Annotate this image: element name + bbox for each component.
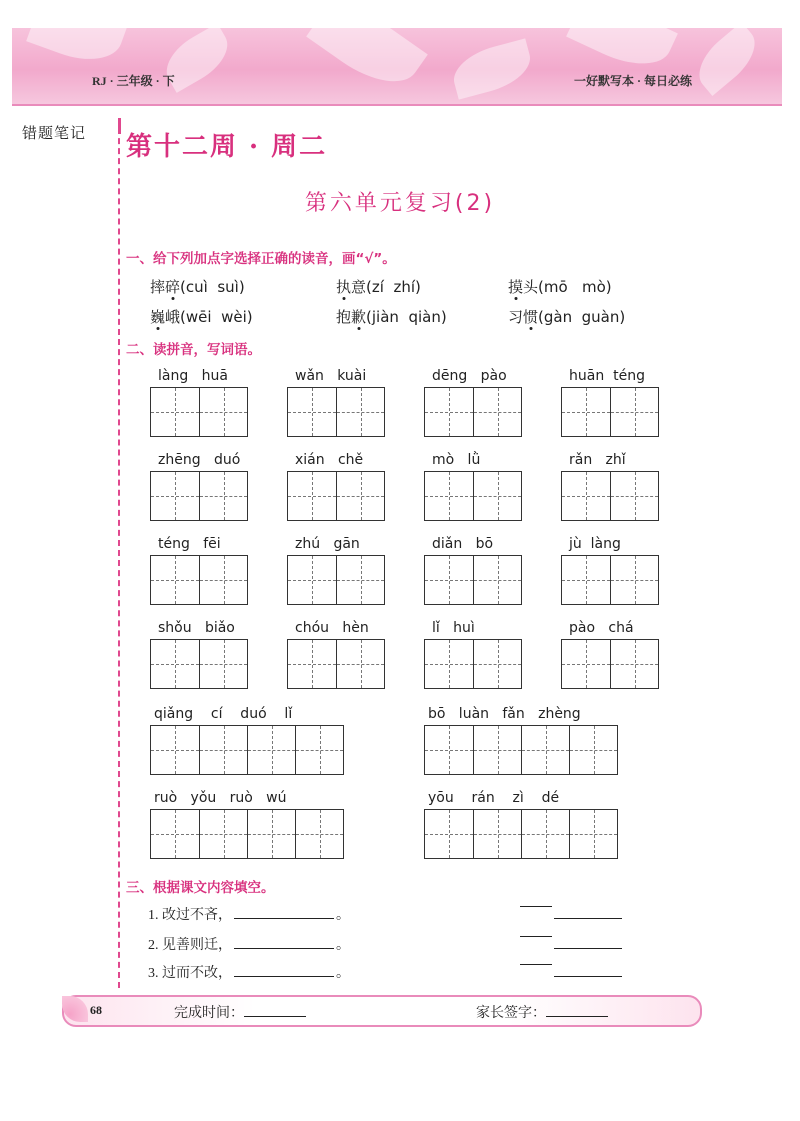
answer-line-1[interactable] [520, 906, 622, 920]
writing-grid-2[interactable] [424, 387, 522, 437]
writing-cell[interactable] [288, 640, 336, 688]
writing-cell[interactable] [473, 726, 521, 774]
answer-line-3[interactable] [520, 964, 622, 978]
writing-cell[interactable] [336, 388, 384, 436]
pinyin-label: dēng pào [432, 368, 507, 384]
writing-cell[interactable] [610, 640, 658, 688]
writing-cell[interactable] [199, 388, 247, 436]
completion-time: 完成时间： [174, 1002, 306, 1022]
writing-cell[interactable] [425, 388, 473, 436]
writing-cell[interactable] [336, 556, 384, 604]
writing-cell[interactable] [199, 640, 247, 688]
pinyin-label: xián chě [295, 452, 364, 468]
writing-cell[interactable] [425, 726, 473, 774]
writing-grid-2[interactable] [150, 387, 248, 437]
writing-cell[interactable] [473, 810, 521, 858]
writing-cell[interactable] [425, 556, 473, 604]
section1-heading: 一、给下列加点字选择正确的读音，画“√”。 [126, 251, 396, 267]
footer-bar [62, 995, 702, 1027]
pick-item[interactable]: 抱歉(jiàn qiàn) [336, 308, 447, 326]
pinyin-label: lǐ huì [432, 620, 475, 636]
margin-divider-cap [118, 118, 121, 134]
writing-cell[interactable] [425, 640, 473, 688]
writing-grid-2[interactable] [287, 555, 385, 605]
writing-grid-2[interactable] [287, 471, 385, 521]
writing-grid-2[interactable] [287, 639, 385, 689]
writing-cell[interactable] [610, 556, 658, 604]
writing-cell[interactable] [425, 810, 473, 858]
pinyin-label: zhú gān [295, 536, 360, 552]
writing-grid-4[interactable] [424, 809, 618, 859]
time-blank[interactable] [244, 1004, 306, 1017]
margin-divider [118, 118, 120, 988]
writing-grid-2[interactable] [150, 471, 248, 521]
writing-grid-2[interactable] [424, 639, 522, 689]
writing-grid-2[interactable] [287, 387, 385, 437]
header-band [12, 28, 782, 106]
blank-field[interactable] [234, 906, 334, 919]
writing-cell[interactable] [569, 726, 617, 774]
pinyin-label: ruò yǒu ruò wú [154, 790, 287, 806]
writing-grid-2[interactable] [561, 387, 659, 437]
answer-line-2[interactable] [520, 936, 622, 950]
writing-cell[interactable] [562, 388, 610, 436]
writing-cell[interactable] [425, 472, 473, 520]
writing-cell[interactable] [151, 388, 199, 436]
writing-cell[interactable] [247, 726, 295, 774]
pick-item[interactable]: 巍峨(wēi wèi) [150, 308, 253, 326]
pinyin-label: huān téng [569, 368, 645, 384]
signature-blank[interactable] [546, 1004, 608, 1017]
blank-field[interactable] [234, 964, 334, 977]
pinyin-label: rǎn zhǐ [569, 452, 626, 468]
writing-cell[interactable] [562, 472, 610, 520]
writing-grid-2[interactable] [424, 471, 522, 521]
writing-cell[interactable] [151, 726, 199, 774]
fill-item-2: 2. 见善则迁， 。 [148, 938, 350, 953]
writing-cell[interactable] [199, 810, 247, 858]
pinyin-label: jù làng [569, 536, 621, 552]
pick-item[interactable]: 摸头(mō mò) [508, 278, 612, 296]
pinyin-label: wǎn kuài [295, 368, 367, 384]
writing-cell[interactable] [288, 556, 336, 604]
writing-cell[interactable] [151, 472, 199, 520]
pinyin-label: mò lǜ [432, 452, 481, 468]
pinyin-label: pào chá [569, 620, 634, 636]
writing-cell[interactable] [247, 810, 295, 858]
pick-item[interactable]: 执意(zí zhí) [336, 278, 421, 296]
pinyin-label: chóu hèn [295, 620, 369, 636]
writing-cell[interactable] [610, 388, 658, 436]
writing-cell[interactable] [199, 556, 247, 604]
writing-grid-4[interactable] [424, 725, 618, 775]
pinyin-label: làng huā [158, 368, 228, 384]
writing-cell[interactable] [336, 472, 384, 520]
writing-cell[interactable] [569, 810, 617, 858]
writing-grid-2[interactable] [561, 471, 659, 521]
blank-field[interactable] [234, 936, 334, 949]
grade-tag: RJ · 三年级 · 下 [92, 74, 175, 88]
pinyin-label: zhēng duó [158, 452, 241, 468]
fill-item-1: 1. 改过不吝， 。 [148, 908, 350, 923]
week-title: 第十二周 · 周二 [126, 132, 328, 162]
writing-cell[interactable] [610, 472, 658, 520]
book-tag: 一好默写本 · 每日必练 [573, 74, 692, 88]
pinyin-label: diǎn bō [432, 536, 494, 552]
pinyin-label: téng fēi [158, 536, 221, 552]
writing-cell[interactable] [295, 726, 343, 774]
fill-item-3: 3. 过而不改， 。 [148, 966, 350, 981]
section3-heading: 三、根据课文内容填空。 [126, 880, 275, 896]
writing-cell[interactable] [199, 472, 247, 520]
writing-cell[interactable] [151, 640, 199, 688]
writing-grid-4[interactable] [150, 725, 344, 775]
writing-cell[interactable] [473, 388, 521, 436]
writing-grid-4[interactable] [150, 809, 344, 859]
writing-cell[interactable] [288, 388, 336, 436]
writing-cell[interactable] [199, 726, 247, 774]
pinyin-label: yōu rán zì dé [428, 790, 560, 806]
writing-cell[interactable] [288, 472, 336, 520]
writing-grid-2[interactable] [561, 639, 659, 689]
writing-cell[interactable] [473, 640, 521, 688]
writing-grid-2[interactable] [424, 555, 522, 605]
writing-cell[interactable] [473, 472, 521, 520]
page-number: 68 [90, 1003, 102, 1017]
pinyin-label: bō luàn fǎn zhèng [428, 706, 581, 722]
writing-grid-2[interactable] [150, 639, 248, 689]
writing-cell[interactable] [336, 640, 384, 688]
writing-cell[interactable] [473, 556, 521, 604]
pick-item[interactable]: 习惯(gàn guàn) [508, 308, 626, 326]
error-notes-label: 错题笔记 [22, 124, 87, 142]
writing-cell[interactable] [151, 556, 199, 604]
parent-signature: 家长签字： [476, 1002, 608, 1022]
writing-grid-2[interactable] [561, 555, 659, 605]
writing-cell[interactable] [151, 810, 199, 858]
section2-heading: 二、读拼音，写词语。 [126, 342, 261, 358]
pinyin-label: qiǎng cí duó lǐ [154, 706, 293, 722]
writing-cell[interactable] [562, 556, 610, 604]
pick-item[interactable]: 摔碎(cuì suì) [150, 278, 245, 296]
writing-grid-2[interactable] [150, 555, 248, 605]
writing-cell[interactable] [295, 810, 343, 858]
writing-cell[interactable] [562, 640, 610, 688]
unit-title: 第六单元复习(2) [304, 191, 496, 216]
pinyin-label: shǒu biǎo [158, 620, 235, 636]
writing-cell[interactable] [521, 810, 569, 858]
writing-cell[interactable] [521, 726, 569, 774]
